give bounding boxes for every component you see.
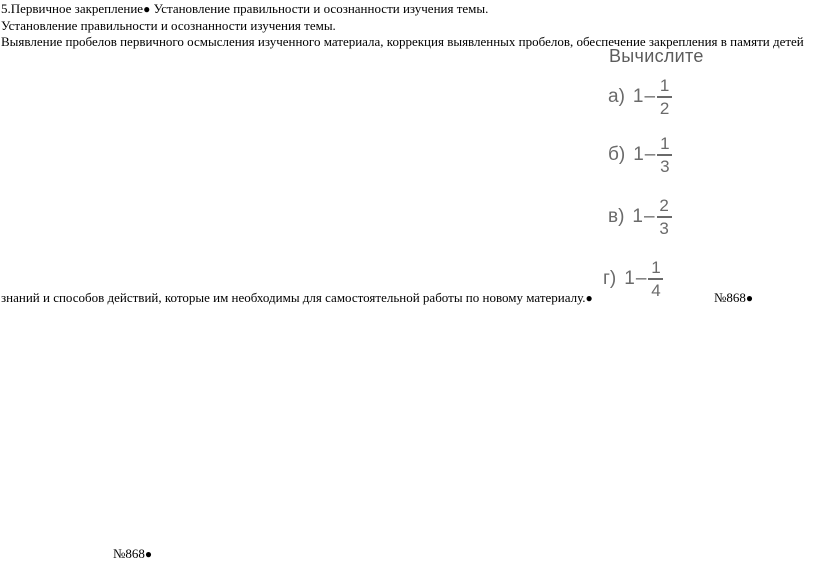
fraction [657,76,672,118]
exercise-item-b [608,134,672,176]
fraction [657,196,672,238]
item-whole: 1 [633,143,644,165]
bullet-icon: ● [144,547,153,561]
minus-sign: – [644,205,655,227]
numerator: 2 [659,196,669,215]
section-title: 5.Первичное закрепление [1,1,144,16]
description-line: Выявление пробелов первичного осмысления изученного материала, коррекция выявленных пробелов, обеспечение закрепления в памяти детей [1,34,804,49]
fraction-bar [657,154,672,156]
task-number-bottom [113,546,152,562]
goal-line: Установление правильности и осознанности изучения темы. [1,18,336,33]
task-number-text: №868 [714,290,746,305]
fraction [648,258,663,300]
item-label: а) [608,85,625,107]
numerator: 1 [659,76,670,95]
exercise-title: Вычислите [609,46,704,66]
fraction-bar [657,96,672,98]
exercise-item-g [603,258,663,300]
exercise-item-a [608,76,672,118]
bullet-icon: ● [143,2,151,16]
fraction-bar [648,278,663,280]
minus-sign: – [644,143,656,165]
minus-sign: – [644,85,656,107]
item-whole: 1 [624,267,635,289]
exercise-item-v [608,196,672,238]
task-number-bottom-text: №868 [113,546,145,561]
item-whole: 1 [632,85,644,107]
fraction-bar [657,216,672,218]
denominator: 3 [659,218,669,238]
item-label: в) [608,205,625,227]
item-label: б) [608,143,626,165]
item-label: г) [603,267,617,289]
heading-line [1,1,488,17]
item-whole: 1 [632,205,643,227]
fraction [657,134,672,176]
denominator: 2 [659,98,670,118]
numerator: 1 [660,134,670,153]
bullet-icon: ● [745,291,754,305]
section-subtitle: Установление правильности и осознанности изучения темы. [150,1,489,16]
numerator: 1 [651,258,661,277]
description-line-continued [1,290,593,306]
exercise-image [596,46,736,302]
description-text: знаний и способов действий, которые им необходимы для самостоятельной работы по новому материалу. [1,290,586,305]
denominator: 4 [651,280,661,300]
bullet-icon: ● [585,291,593,305]
denominator: 3 [660,156,670,176]
minus-sign: – [635,267,647,289]
